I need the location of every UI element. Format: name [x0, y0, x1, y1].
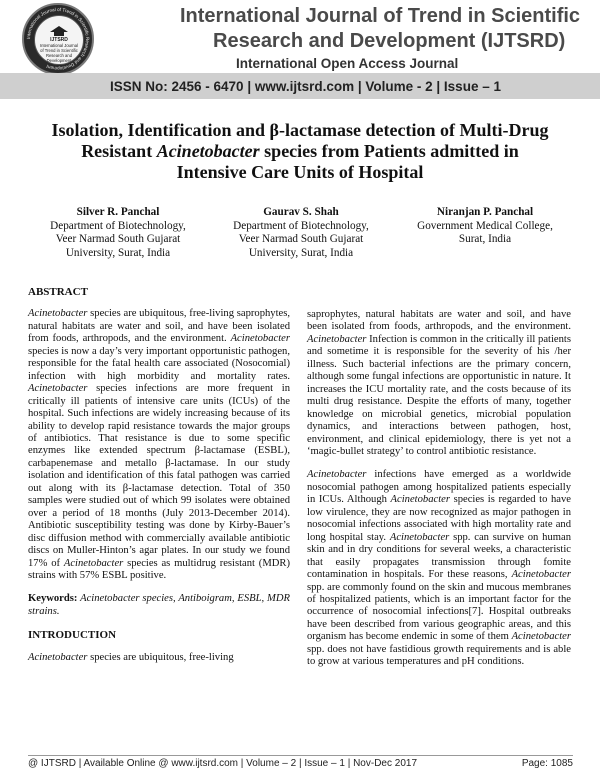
- introduction-text: Acinetobacter species are ubiquitous, free-living: [28, 651, 234, 663]
- abstract-heading: ABSTRACT: [28, 286, 88, 298]
- journal-name-line-2: Research and Development (IJTSRD): [213, 30, 566, 52]
- author-affiliation: Veer Narmad South Gujarat: [238, 233, 364, 245]
- author-affiliation: Department of Biotechnology,: [233, 219, 369, 232]
- paper-title: [30, 120, 570, 183]
- logo-abbr: IJTSRD: [50, 37, 68, 43]
- author-affiliation: University, Surat, India: [65, 246, 171, 259]
- keywords: [28, 593, 290, 618]
- author-block-2: [211, 206, 391, 260]
- author-affiliation: University, Surat, India: [248, 246, 354, 259]
- title-line-2: Resistant Acinetobacter species from Patients admitted in: [81, 141, 519, 161]
- journal-logo: [22, 3, 94, 75]
- journal-name-line-1: International Journal of Trend in Scientific: [180, 5, 581, 27]
- logo-text: [35, 38, 83, 63]
- logo-line-4: Research and: [45, 53, 73, 58]
- abstract-text: Acinetobacter species are ubiquitous, free-living saprophytes, natural habitats are water and soil, and have been isolated from foods, arthropods, and the environment. Acinetobacter species is now a day’s very important opportunistic pathogen, responsible for the fatal health care associated (Nosocomial) infection with high morbidity and mortality rates. Acinetobacter species infections are more frequent in critically ill patients of intensive care units (ICUs) of the hospital. Such infections are widely increasing because of its ability to develop rapid resistance towards the major groups of antibiotics. That resistance is due to some specific enzymes like extended spectrum β-lactamase (ESBL), carbapenemase and metallo β-lactamase. In our study isolation and identification of this fatal pathogen was carried out along with its β-lactamase detection. Total of 350 samples were studied out of which 99 isolates were obtained over a period of 18 months (July 2013-December 2014). Antibiotic susceptibility testing was done by Kirby-Bauer’s disc diffusion method with commercially available antibiotic discs on Muller-Hinton’s agar plates. In our study we found 17% of Acinetobacter species as multidrug resistant (MDR) strains with 57% ESBL positive.: [28, 308, 290, 581]
- logo-line-3: of Trend in Scientific: [40, 48, 78, 53]
- open-access-label: International Open Access Journal: [236, 56, 459, 71]
- introduction-heading: INTRODUCTION: [28, 629, 117, 642]
- footer-divider: [28, 755, 573, 756]
- right-column: [307, 309, 571, 680]
- issn-line: ISSN No: 2456 - 6470 | www.ijtsrd.com | Volume - 2 | Issue – 1: [110, 79, 501, 94]
- author-affiliation: Department of Biotechnology,: [50, 219, 186, 232]
- author-name: Silver R. Panchal: [76, 206, 160, 218]
- author-affiliation: Veer Narmad South Gujarat: [55, 233, 181, 245]
- intro-paragraph-1: saprophytes, natural habitats are water and soil, and have been isolated from foods, arthropods, and the environment. Acinetobacter Infection is common in the critically ill patients and sometime it is responsible for the severity of his /her illness. Such bacterial infections are the primary concern, although some fungal infections are opportunistic in nature. It increases the ICU mortality rate, and the costs because of its multi drug resistance. Despite the efforts of many, together knowledge on microbial genetics, microbial population dynamics, and interactions between pathogen, host, environment, and clinical epidemiology, there is yet not a ‘magic-bullet strategy’ to control antibiotic resistance.: [307, 309, 571, 457]
- author-affiliation: Government Medical College,: [417, 219, 553, 232]
- left-column: [28, 286, 290, 675]
- journal-header: [0, 0, 600, 108]
- author-block-3: [395, 206, 575, 247]
- author-name: Gaurav S. Shah: [263, 206, 339, 218]
- logo-inner: [34, 15, 84, 65]
- graduation-cap-base: [54, 32, 64, 36]
- logo-line-2: International Journal: [40, 43, 78, 48]
- keywords-label: Keywords:: [28, 593, 78, 605]
- author-affiliation: Surat, India: [458, 233, 512, 245]
- keywords-text: Acinetobacter species, Antiboigram, ESBL, MDR strains.: [28, 593, 290, 617]
- intro-paragraph-2: Acinetobacter infections have emerged as a worldwide nosocomial pathogen among hospitalized patients especially in ICUs. Although Acinetobacter species is regarded to have low virulence, they are now recognized as major pathogen in nosocomial infections associated with high mortality rate and long hospital stay. Acinetobacter spp. can survive on human skin and in dry conditions for several weeks, a characteristic that easily propagates transmission through fomite contamination in hospitals. For these reasons, Acinetobacter spp. are commonly found on the skin and mucous membranes of hospitalized patients, which is an important factor for the occurrence of nosocomial infections[7]. Hospital outbreaks have been described from various geographic areas, and this organism has become endemic in some of them Acinetobacter spp. does not have fastidious growth requirements and is able to grow at various temperatures and pH conditions.: [307, 469, 571, 668]
- page-number: Page: 1085: [521, 758, 573, 769]
- title-line-3: Intensive Care Units of Hospital: [176, 162, 424, 182]
- title-line-1: Isolation, Identification and β-lactamase detection of Multi-Drug: [51, 120, 549, 140]
- author-block-1: [28, 206, 208, 260]
- page-footer: [28, 758, 573, 769]
- footer-citation: @ IJTSRD | Available Online @ www.ijtsrd.com | Volume – 2 | Issue – 1 | Nov-Dec 2017: [28, 758, 417, 769]
- author-name: Niranjan P. Panchal: [436, 206, 534, 218]
- logo-line-5: Development: [46, 58, 72, 63]
- logo-ring-text: International Journal of Trend in Scientific Research and Development: [25, 6, 91, 72]
